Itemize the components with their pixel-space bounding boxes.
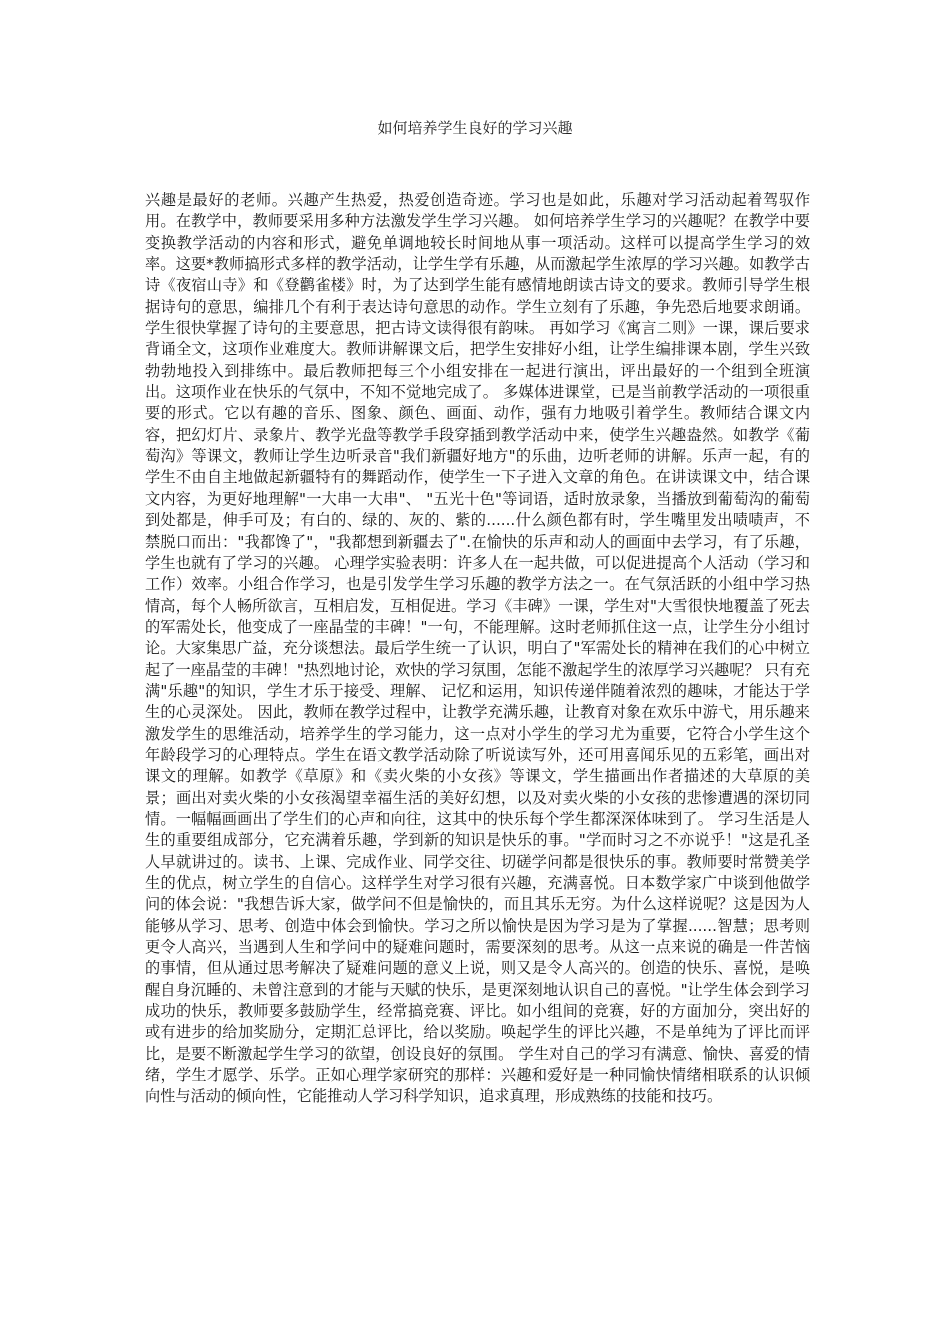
document-title: 如何培养学生良好的学习兴趣 <box>377 119 573 137</box>
document-body-paragraph: 兴趣是最好的老师。兴趣产生热爱，热爱创造奇迹。学习也是如此，乐趣对学习活动起着驾驭作用。在教学中，教师要采用多种方法激发学生学习兴趣。 如何培养学生学习的兴趣呢？在教学中要变换教学活动的内容和形式，避免单调地较长时间地从事一项活动。这样可以提高学生学习的效率。这要*教师搞形式多样的教学活动，让学生学有乐趣，从而激起学生浓厚的学习兴趣。如教学古诗《夜宿山寺》和《登鹳雀楼》时，为了达到学生能有感情地朗读古诗文的要求。教师引导学生根据诗句的意思，编排几个有利于表达诗句意思的动作。学生立刻有了乐趣，争先恐后地要求朗诵。学生很快掌握了诗句的主要意思，把古诗文读得很有韵味。 再如学习《寓言二则》一课，课后要求背诵全文，这项作业难度大。教师讲解课文后，把学生安排好小组，让学生编排课本剧，学生兴致勃勃地投入到排练中。最后教师把每三个小组安排在一起进行演出，评出最好的一个组到全班演出。这项作业在快乐的气氛中，不知不觉地完成了。 多媒体进课堂，已是当前教学活动的一项很重要的形式。它以有趣的音乐、图象、颜色、画面、动作，强有力地吸引着学生。教师结合课文内容，把幻灯片、录象片、教学光盘等教学手段穿插到教学活动中来，使学生兴趣盎然。如教学《葡萄沟》等课文，教师让学生边听录音"我们新疆好地方"的乐曲，边听老师的讲解。乐声一起，有的学生不由自主地做起新疆特有的舞蹈动作，使学生一下子进入文章的角色。在讲读课文中，结合课文内容，为更好地理解"一大串一大串"、 "五光十色"等词语，适时放录象，当播放到葡萄沟的葡萄到处都是，伸手可及；有白的、绿的、灰的、紫的......什么颜色都有时，学生嘴里发出啧啧声，不禁脱口而出："我都馋了"，"我都想到新疆去了".在愉快的乐声和动人的画面中去学习，有了乐趣，学生也就有了学习的兴趣。 心理学实验表明：许多人在一起共做，可以促进提高个人活动（学习和工作）效率。小组合作学习，也是引发学生学习乐趣的教学方法之一。在气氛活跃的小组中学习热情高，每个人畅所欲言，互相启发，互相促进。学习《丰碑》一课，学生对"大雪很快地覆盖了死去的军需处长，他变成了一座晶莹的丰碑！"一句，不能理解。这时老师抓住这一点，让学生分小组讨论。大家集思广益，充分谈想法。最后学生统一了认识，明白了"军需处长的精神在我们的心中树立起了一座晶莹的丰碑！"热烈地讨论，欢快的学习氛围，怎能不激起学生的浓厚学习兴趣呢？ 只有充满"乐趣"的知识，学生才乐于接受、理解、 记忆和运用，知识传递伴随着浓烈的趣味，才能达于学生的心灵深处。 因此，教师在教学过程中，让教学充满乐趣，让教育对象在欢乐中游弋，用乐趣来激发学生的思维活动，培养学生的学习能力，这一点对小学生的学习尤为重要，它符合小学生这个年龄段学习的心理特点。学生在语文教学活动除了听说读写外，还可用喜闻乐见的五彩笔，画出对课文的理解。如教学《草原》和《卖火柴的小女孩》等课文，学生描画出作者描述的大草原的美景；画出对卖火柴的小女孩渴望幸福生活的美好幻想，以及对卖火柴的小女孩的悲惨遭遇的深切同情。一幅幅画画出了学生们的心声和向往，这其中的快乐每个学生都深深体味到了。 学习生活是人生的重要组成部分，它充满着乐趣，学到新的知识是快乐的事。"学而时习之不亦说乎！"这是孔圣人早就讲过的。读书、上课、完成作业、同学交往、切磋学问都是很快乐的事。教师要时常赞美学生的优点，树立学生的自信心。这样学生对学习很有兴趣，充满喜悦。日本数学家广中谈到他做学问的体会说："我想告诉大家，做学问不但是愉快的，而且其乐无穷。为什么这样说呢？这是因为人能够从学习、思考、创造中体会到愉快。学习之所以愉快是因为学习是为了掌握......智慧；思考则更令人高兴，当遇到人生和学问中的疑难问题时，需要深刻的思考。从这一点来说的确是一件苦恼的事情，但从通过思考解决了疑难问题的意义上说，则又是令人高兴的。创造的快乐、喜悦，是唤醒自身沉睡的、未曾注意到的才能与天赋的快乐，是更深刻地认识自己的喜悦。"让学生体会到学习成功的快乐，教师要多鼓励学生，经常搞竞赛、评比。如小组间的竞赛，好的方面加分，突出好的或有进步的给加奖励分，定期汇总评比，给以奖励。唤起学生的评比兴趣，不是单纯为了评比而评比，是要不断激起学生学习的欲望，创设良好的氛围。 学生对自己的学习有满意、愉快、喜爱的情绪，学生才愿学、乐学。正如心理学家研究的那样：兴趣和爱好是一种同愉快情绪相联系的认识倾向性与活动的倾向性，它能推动人学习科学知识，追求真理，形成熟练的技能和技巧。 <box>145 191 810 1106</box>
